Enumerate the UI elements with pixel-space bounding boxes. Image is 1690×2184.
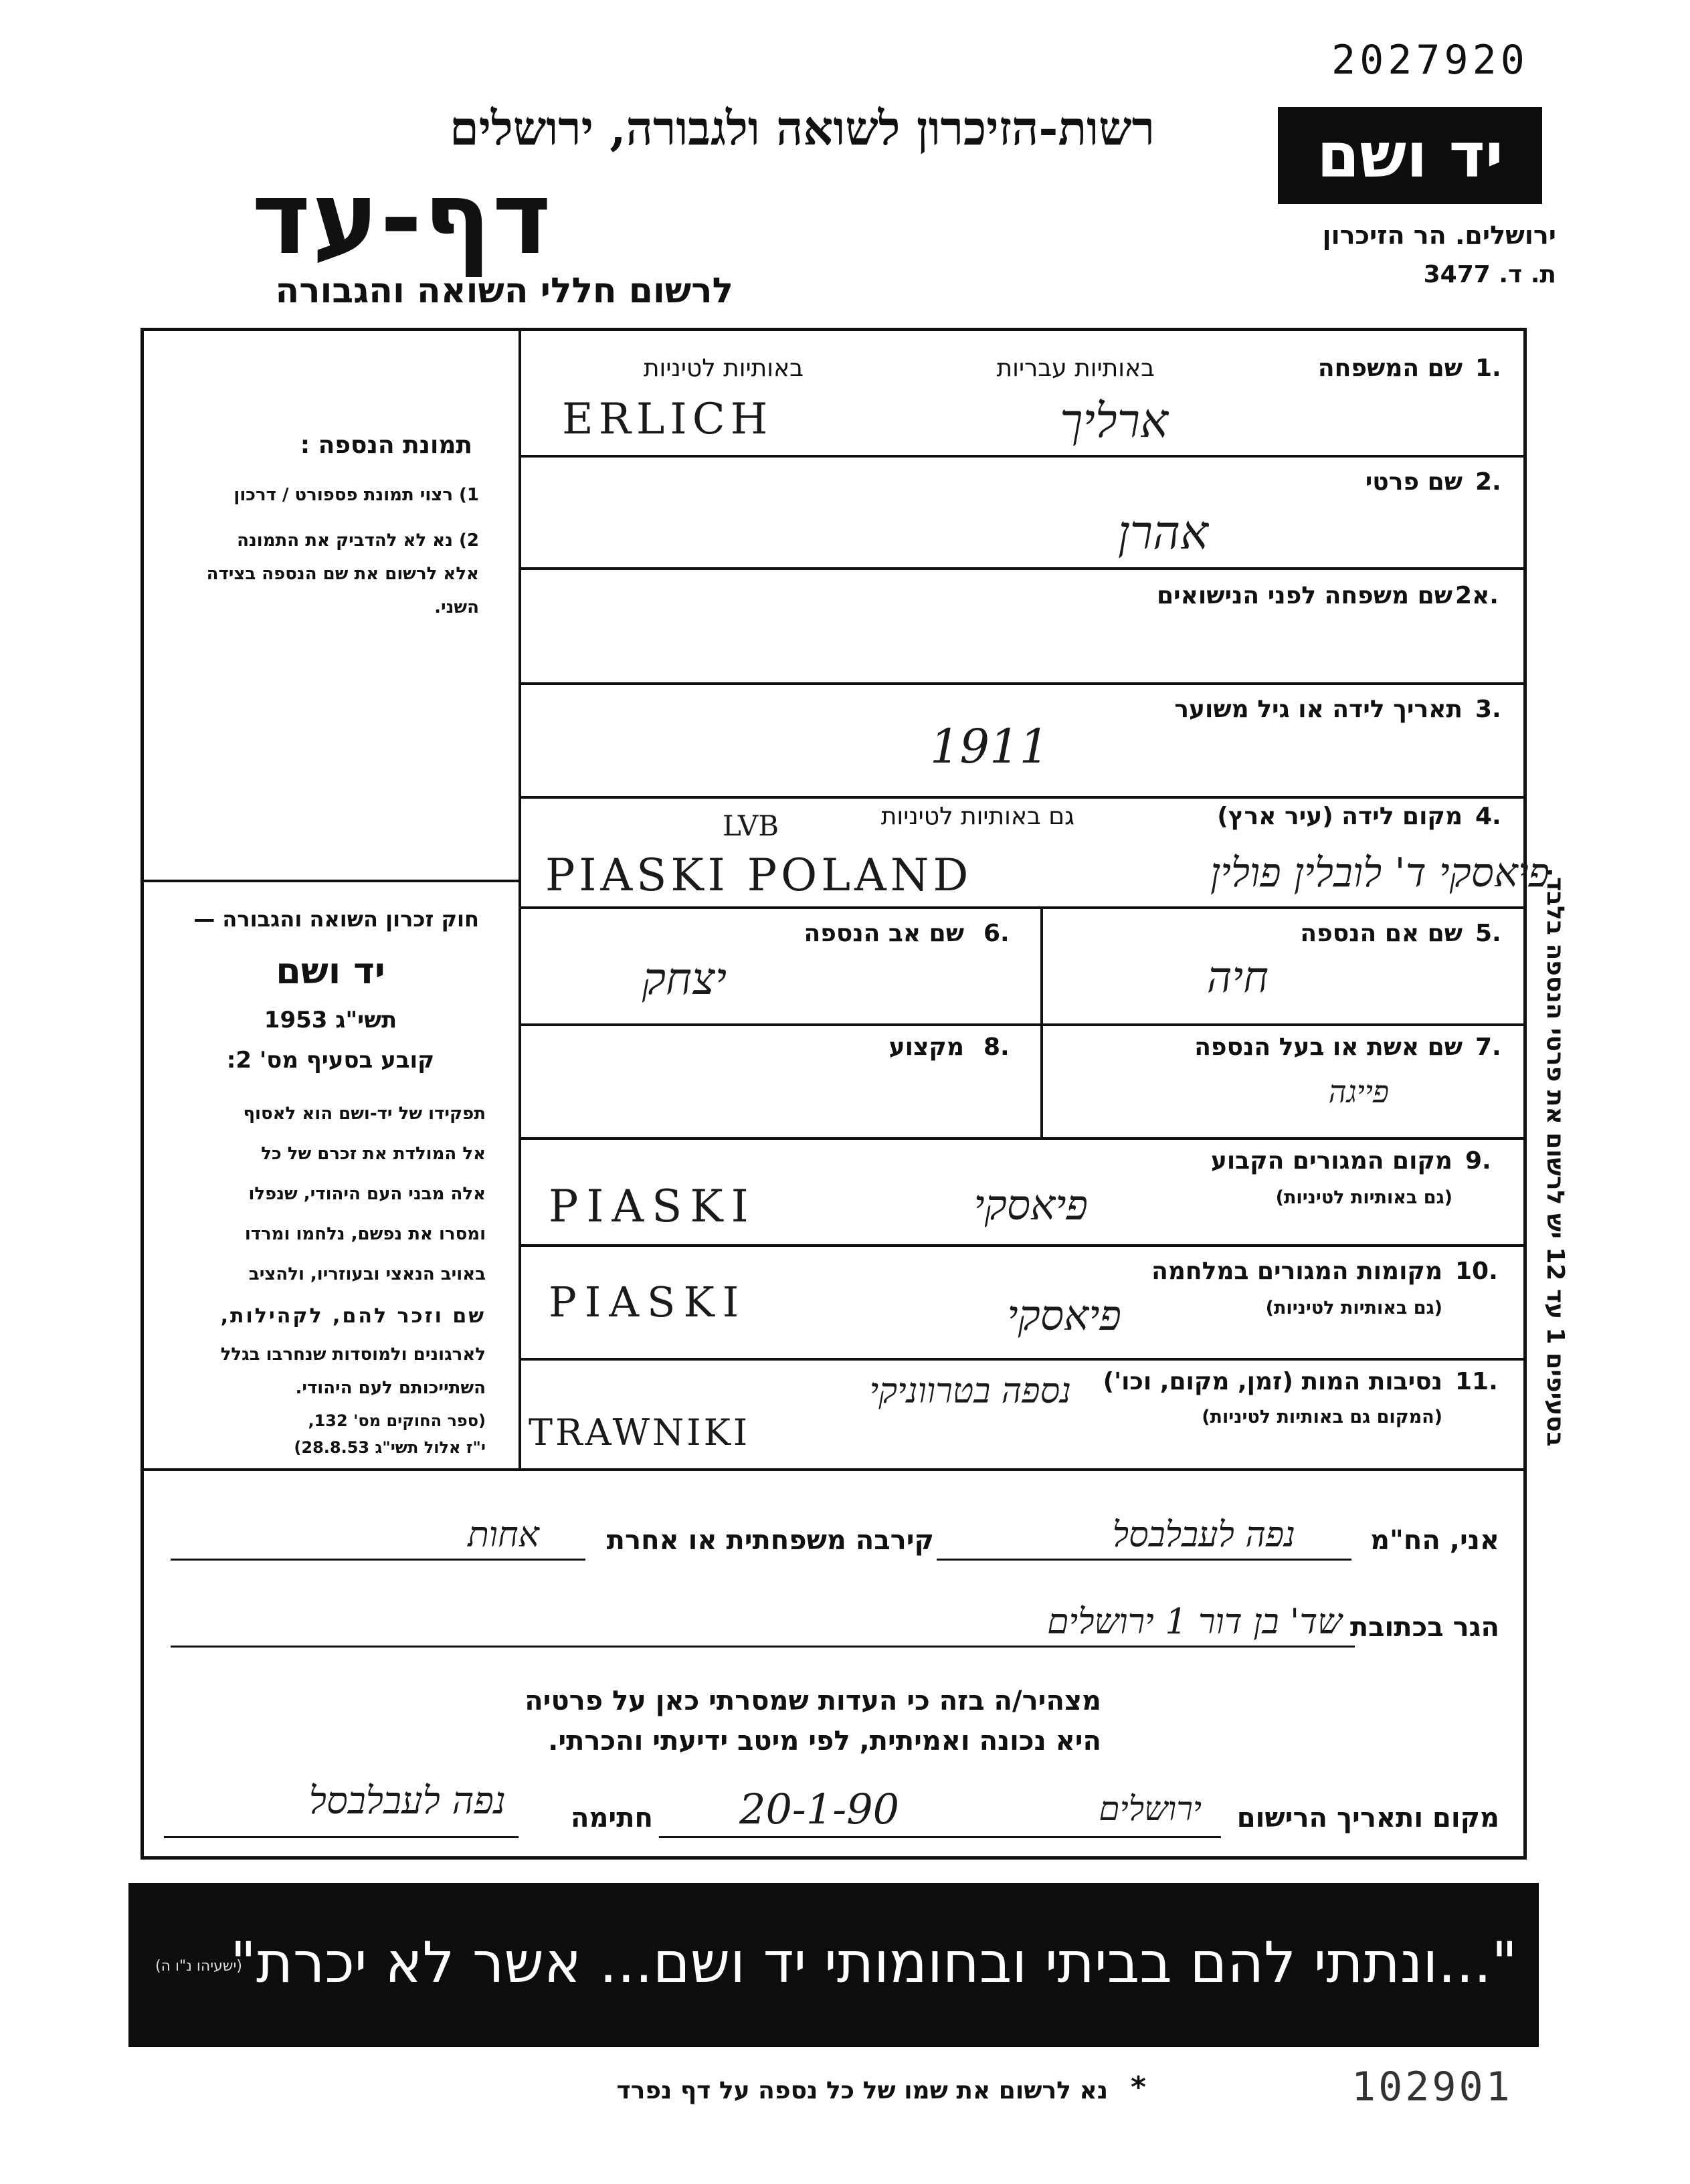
field-4-label: מקום לידה (עיר ארץ) bbox=[1217, 803, 1463, 830]
field-10-latin-value: PIASKI bbox=[549, 1278, 747, 1326]
field-5-value: חיה bbox=[1206, 953, 1269, 1003]
footer-note: נא לרשום את שמו של כל נספה על דף נפרד bbox=[616, 2077, 1108, 2104]
address-label: הגר בכתובת bbox=[1349, 1612, 1499, 1643]
field-1-latin-value: ERLICH bbox=[562, 395, 773, 444]
address-line-1: ירושלים. הר הזיכרון bbox=[1322, 221, 1556, 250]
law-title-line: חוק זכרון השואה והגבורה — bbox=[193, 906, 479, 932]
field-9-label: מקום המגורים הקבוע bbox=[1210, 1147, 1452, 1175]
photo-note-2-line-1: 2) נא לא להדביק את התמונה bbox=[237, 530, 479, 551]
row-border-2a bbox=[519, 682, 1525, 685]
field-4-number: 4. bbox=[1475, 803, 1501, 830]
field-1-label: שם המשפחה bbox=[1317, 355, 1463, 382]
field-8-number: 8. bbox=[983, 1033, 1010, 1061]
field-6-number: 6. bbox=[983, 920, 1010, 947]
row-border-7-8 bbox=[519, 1137, 1525, 1140]
place-date-label: מקום ותאריך הרישום bbox=[1236, 1803, 1499, 1833]
field-6-value: יצחק bbox=[642, 953, 727, 1005]
photo-box-title: תמונת הנספה : bbox=[300, 431, 472, 459]
field-7-value: פייגה bbox=[1328, 1074, 1389, 1110]
field-10-hebrew-value: פיאסקי bbox=[1007, 1291, 1121, 1340]
declarant-value: נפה לעבלבסל bbox=[1112, 1515, 1295, 1555]
address-line-2: ת. ד. 3477 bbox=[1423, 261, 1556, 288]
field-10-sub: (גם באותיות לטיניות) bbox=[1265, 1298, 1442, 1318]
declarant-label: אני, הח"מ bbox=[1370, 1525, 1499, 1556]
law-year: תשי"ג 1953 bbox=[264, 1007, 397, 1033]
form-subtitle: לרשום חללי השואה והגבורה bbox=[275, 271, 733, 311]
field-2a-label: שם משפחה לפני הנישואים bbox=[1156, 582, 1452, 609]
field-9-number: 9. bbox=[1465, 1147, 1491, 1175]
field-11-sub: (המקום גם באותיות לטיניות) bbox=[1202, 1407, 1442, 1427]
field-11-label: נסיבות המות (זמן, מקום, וכו') bbox=[1103, 1368, 1442, 1395]
field-9-hebrew-value: פיאסקי bbox=[973, 1181, 1088, 1229]
field-7-number: 7. bbox=[1475, 1033, 1501, 1061]
law-text-line-2: אל המולדת את זכרם של כל bbox=[261, 1144, 486, 1164]
field-7-label: שם אשת או בעל הנספה bbox=[1194, 1033, 1463, 1061]
row-border-10 bbox=[519, 1358, 1525, 1361]
declarant-line bbox=[937, 1559, 1351, 1561]
yad-vashem-logo bbox=[1278, 107, 1542, 204]
row-border-5-6 bbox=[519, 1023, 1525, 1026]
field-1-hebrew-value: ארליך bbox=[1060, 393, 1168, 448]
law-ref-2: י"ז אלול תשי"ג 28.8.53) bbox=[294, 1438, 486, 1457]
document-number-top: 2027920 bbox=[1331, 37, 1529, 84]
date-value: 20-1-90 bbox=[739, 1785, 900, 1833]
law-text-line-5: באויב הנאצי ובעוזריו, ולהציב bbox=[248, 1264, 486, 1284]
field-6-label: שם אב הנספה bbox=[804, 920, 964, 947]
law-clause: קובע בסעיף מס' 2: bbox=[226, 1047, 435, 1074]
row-5-6-divider bbox=[1040, 906, 1043, 1137]
address-value: שד' בן דור 1 ירושלים bbox=[1047, 1602, 1342, 1642]
field-5-label: שם אם הנספה bbox=[1300, 920, 1463, 947]
signature-value: נפה לעבלבסל bbox=[308, 1779, 506, 1823]
relation-value: אחות bbox=[468, 1515, 539, 1555]
place-date-line bbox=[659, 1836, 1221, 1838]
footer-bullet: * bbox=[1131, 2070, 1147, 2104]
photo-note-2-line-2: אלא לרשום את שם הנספה בצידה bbox=[206, 564, 479, 584]
row-border-9 bbox=[519, 1244, 1525, 1247]
field-4-latin-header: גם באותיות לטיניות bbox=[880, 803, 1074, 830]
address-line bbox=[171, 1646, 1355, 1648]
law-yad-vashem: יד ושם bbox=[276, 950, 385, 992]
field-3-number: 3. bbox=[1475, 696, 1501, 723]
quote-banner bbox=[128, 1883, 1539, 2047]
field-11-hebrew-value: נספה בטרווניקי bbox=[869, 1371, 1071, 1411]
field-2a-number: 2א. bbox=[1455, 582, 1499, 609]
document-number-bottom: 102901 bbox=[1351, 2064, 1513, 2110]
field-2-value: אהרן bbox=[1117, 505, 1208, 560]
law-text-line-8: השתייכותם לעם היהודי. bbox=[295, 1378, 486, 1398]
field-4-note: LVB bbox=[723, 809, 779, 842]
law-ref-1: (ספר החוקים מס' 132, bbox=[308, 1411, 486, 1430]
field-2-number: 2. bbox=[1475, 468, 1501, 496]
relation-line bbox=[171, 1559, 585, 1561]
logo-text: יד ושם bbox=[1317, 120, 1503, 191]
field-4-hebrew-value: פיאסקי ד' לובלין פולין bbox=[1210, 850, 1550, 896]
field-9-latin-value: PIASKI bbox=[549, 1181, 757, 1232]
field-4-latin-value: PIASKI POLAND bbox=[545, 850, 973, 901]
relation-label: קירבה משפחתית או אחרת bbox=[606, 1525, 934, 1556]
statement-line-1: מצהיר/ה בזה כי העדות שמסרתי כאן על פרטיה bbox=[525, 1686, 1101, 1716]
field-3-label: תאריך לידה או גיל משוער bbox=[1174, 696, 1463, 723]
photo-note-1: 1) רצוי תמונת פספורט / דרכון bbox=[233, 485, 479, 505]
field-11-latin-value: TRAWNIKI bbox=[529, 1411, 751, 1454]
field-3-value: 1911 bbox=[930, 719, 1050, 774]
field-5-number: 5. bbox=[1475, 920, 1501, 947]
row-border-3 bbox=[519, 796, 1525, 799]
law-text-line-7: לארגונים ולמוסדות שנחרבו בגלל bbox=[220, 1345, 486, 1365]
law-text-line-6: שם וזכר להם, לקהילות, bbox=[220, 1304, 486, 1328]
law-text-line-3: אלה מבני העם היהודי, שנפלו bbox=[248, 1184, 486, 1204]
law-text-line-1: תפקידו של יד-ושם הוא לאסוף bbox=[243, 1104, 486, 1124]
field-1-hebrew-header: באותיות עבריות bbox=[996, 355, 1155, 382]
row-border-4 bbox=[519, 906, 1525, 909]
row-border-2 bbox=[519, 567, 1525, 570]
side-instruction-note: בסעיפים 1 עד 12 יש לרשום את פרטי הנספה בלבד. bbox=[1541, 868, 1569, 1447]
photo-note-2-line-3: השני. bbox=[434, 597, 479, 617]
fields-bottom-border bbox=[140, 1468, 1527, 1471]
field-10-label: מקומות המגורים במלחמה bbox=[1151, 1258, 1442, 1285]
law-text-line-4: ומסרו את נפשם, נלחמו ומרדו bbox=[244, 1224, 486, 1244]
banner-quote: "...ונתתי להם בביתי ובחומותי יד ושם... אשר לא יכרת" bbox=[230, 1930, 1517, 1995]
row-border-1 bbox=[519, 455, 1525, 458]
field-11-number: 11. bbox=[1455, 1368, 1498, 1395]
field-2-label: שם פרטי bbox=[1365, 468, 1463, 496]
banner-source: (ישעיהו נ"ו ה) bbox=[155, 1958, 243, 1975]
photo-law-divider bbox=[140, 880, 521, 882]
signature-line bbox=[164, 1836, 519, 1838]
form-title: דף-עד bbox=[252, 161, 553, 277]
left-column-divider bbox=[519, 328, 521, 1468]
authority-heading: רשות-הזיכרון לשואה ולגבורה, ירושלים bbox=[449, 100, 1155, 156]
signature-label: חתימה bbox=[570, 1803, 653, 1833]
field-10-number: 10. bbox=[1455, 1258, 1498, 1285]
field-1-number: 1. bbox=[1475, 355, 1501, 382]
statement-line-2: היא נכונה ואמיתית, לפי מיטב ידיעתי והכרתי. bbox=[548, 1726, 1101, 1757]
field-1-latin-header: באותיות לטיניות bbox=[643, 355, 804, 382]
field-8-label: מקצוע bbox=[888, 1033, 964, 1061]
place-value: ירושלים bbox=[1099, 1789, 1202, 1828]
field-9-sub: (גם באותיות לטיניות) bbox=[1275, 1187, 1452, 1208]
